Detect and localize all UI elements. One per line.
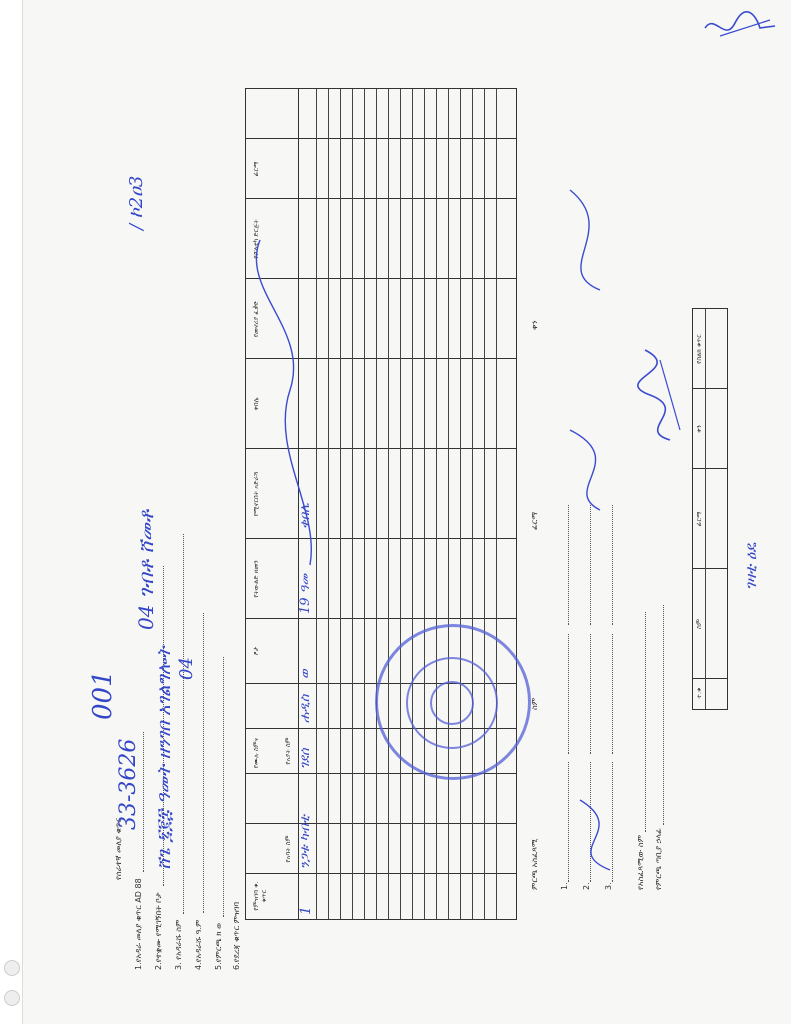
sign-line-3: 3. (604, 499, 613, 890)
row1-num: 1 (298, 906, 314, 915)
col-header: የመኖሪያ ፈቃድ (252, 300, 260, 338)
field-6: 6.የደረጃ ቁጥር ምዝገባ (232, 901, 241, 970)
document-page (30, 0, 791, 1024)
signature-mark (630, 340, 700, 450)
form-title: የሰራተኛ መለያ ቁጥር (114, 817, 123, 880)
col-header: ፆታ (252, 646, 260, 656)
rotated-form (30, 10, 770, 1010)
col-header: የሚኖርበት አድራሻ (252, 471, 260, 517)
bottom-note: ገዛቲ ዕዴ (742, 542, 760, 590)
field-5: 5.የምርጫ ክ ወ (214, 651, 224, 970)
paper-edge (0, 0, 23, 1024)
bottom-col-header: ስም (695, 619, 703, 629)
bottom-col-header: ቀን (695, 425, 703, 433)
footer-label-2: ስም (530, 697, 539, 710)
punch-hole (4, 990, 20, 1006)
sign-line-2: 2. (582, 499, 591, 890)
field-4-value: 04 (176, 657, 197, 680)
col-header: የአያት ስም (284, 737, 292, 765)
field-2: 2.የተቋሙ የሚገኝበት ቦታ (154, 560, 164, 970)
col-header: ቀበሌ (252, 397, 260, 411)
table-scribble (230, 230, 330, 570)
field-3: 3. የአዳራሹ ስም (174, 528, 184, 970)
col-header: የአባት ስም (284, 835, 292, 863)
serial-number: 001 (88, 670, 118, 720)
field-4: 4.የአዳራሹ ዓ.ም (194, 607, 204, 970)
bottom-col-header: የስልክ ቁጥር (695, 334, 703, 364)
row1-sex: ወ (298, 669, 313, 679)
field-2-value: 04 ገብቶ ሸመቶ (134, 510, 158, 630)
field-1: 1.የአዳራ መለያ ቁጥር AD 88 (134, 726, 144, 970)
bottom-table (692, 308, 728, 710)
footer-label-4: ቀን (530, 320, 539, 330)
signature-label-1: የአስፈጻሚው ስም (636, 606, 646, 890)
footer-label-3: ፊርማ (530, 511, 539, 530)
col-header: የትውልድ ዘመን (252, 560, 260, 598)
col-header: ፊርማ (252, 161, 260, 177)
official-stamp (375, 624, 531, 780)
row1-kebele: ቀበሌ (298, 503, 313, 529)
bottom-col-header: ፊርማ (695, 511, 703, 527)
bottom-col-header: ተ.ቁ (695, 687, 703, 699)
row1-grandfather: ሐዲስ (298, 694, 313, 723)
right-note: / ኮ2ዐ3 (126, 175, 147, 230)
punch-hole (4, 960, 20, 976)
signature-label-2: የምርጫ ጣቢያ ኃላፊ (654, 599, 664, 890)
sign-line-1: 1. (560, 499, 569, 890)
field-1-value: 33-3626 (116, 738, 141, 830)
row1-age: 19 ዓመ (298, 573, 313, 614)
col-header: የምዝገባ ቁ. ቁጥር (252, 881, 268, 911)
row1-father: ገደሰ (298, 748, 313, 769)
col-header: የፖለቲካ ድርጅት (252, 219, 260, 259)
field-3-value: ሸጌ ፯፪፰ ዓመት ዘንገበ አገልግሎት (154, 646, 175, 870)
row1-name: ንጋቱ ካብቲ (298, 815, 313, 869)
col-header: የሙሉ ስምና (252, 737, 260, 769)
footer-scribbles (550, 130, 630, 890)
footer-label-1: ምርጫ አስፈጻሚ (530, 838, 539, 890)
